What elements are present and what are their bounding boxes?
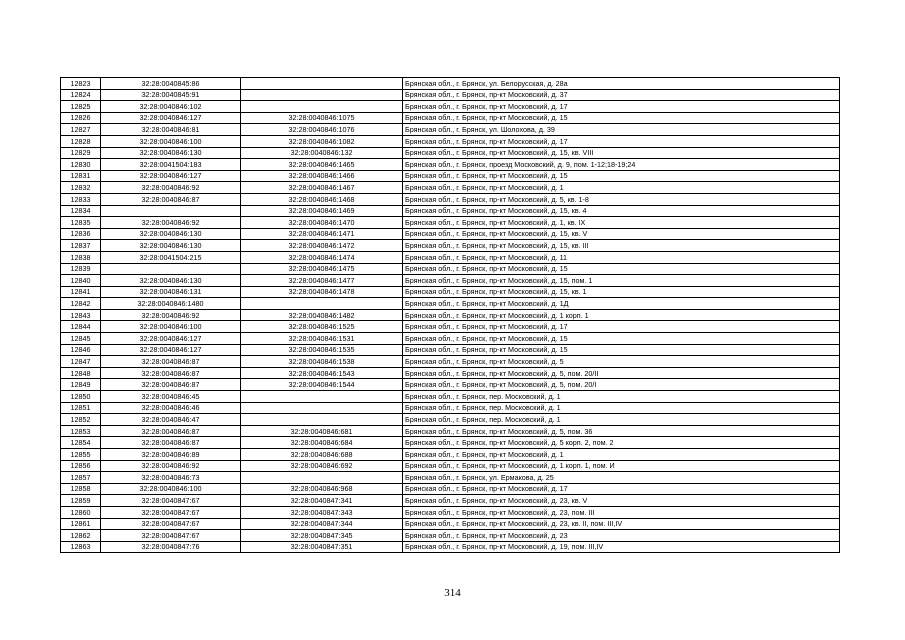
land-cadastral-number-cell: 32:28:0040846:130 xyxy=(101,228,241,240)
table-row xyxy=(61,483,840,495)
address-cell: Брянская обл., г. Брянск, пр-кт Московский, д. 15, кв. V xyxy=(403,228,840,240)
land-cadastral-number-cell: 32:28:0040847:67 xyxy=(101,530,241,542)
land-cadastral-number-cell: 32:28:0040846:131 xyxy=(101,286,241,298)
table-row xyxy=(61,228,840,240)
object-cadastral-number-cell: 32:28:0040846:1469 xyxy=(241,205,403,217)
address-cell: Брянская обл., г. Брянск, пр-кт Московский, д. 1 корп. 1, пом. И xyxy=(403,460,840,472)
table-row xyxy=(61,356,840,368)
row-number-cell: 12825 xyxy=(61,101,101,113)
address-cell: Брянская обл., г. Брянск, пр-кт Московский, д. 15, кв. 1 xyxy=(403,286,840,298)
row-number-cell: 12851 xyxy=(61,402,101,414)
row-number-cell: 12823 xyxy=(61,78,101,90)
row-number-cell: 12826 xyxy=(61,112,101,124)
land-cadastral-number-cell: 32:28:0040846:89 xyxy=(101,449,241,461)
address-cell: Брянская обл., г. Брянск, пр-кт Московский, д. 15 xyxy=(403,263,840,275)
object-cadastral-number-cell: 32:28:0040846:1076 xyxy=(241,124,403,136)
table-row xyxy=(61,518,840,530)
object-cadastral-number-cell: 32:28:0040846:1477 xyxy=(241,275,403,287)
table-row xyxy=(61,321,840,333)
row-number-cell: 12852 xyxy=(61,414,101,426)
registry-table xyxy=(60,77,840,553)
table-row xyxy=(61,275,840,287)
row-number-cell: 12861 xyxy=(61,518,101,530)
land-cadastral-number-cell: 32:28:0040845:91 xyxy=(101,89,241,101)
address-cell: Брянская обл., г. Брянск, пр-кт Московский, д. 1 xyxy=(403,182,840,194)
table-row xyxy=(61,472,840,484)
row-number-cell: 12830 xyxy=(61,159,101,171)
row-number-cell: 12842 xyxy=(61,298,101,310)
object-cadastral-number-cell: 32:28:0040846:1538 xyxy=(241,356,403,368)
table-row xyxy=(61,101,840,113)
row-number-cell: 12850 xyxy=(61,391,101,403)
object-cadastral-number-cell: 32:28:0040846:688 xyxy=(241,449,403,461)
address-cell: Брянская обл., г. Брянск, пер. Московский, д. 1 xyxy=(403,402,840,414)
address-cell: Брянская обл., г. Брянск, пр-кт Московский, д. 17 xyxy=(403,135,840,147)
table-row xyxy=(61,124,840,136)
table-row xyxy=(61,205,840,217)
table-row xyxy=(61,379,840,391)
land-cadastral-number-cell: 32:28:0040847:67 xyxy=(101,506,241,518)
object-cadastral-number-cell xyxy=(241,89,403,101)
table-row xyxy=(61,344,840,356)
address-cell: Брянская обл., г. Брянск, пер. Московский, д. 1 xyxy=(403,391,840,403)
table-row xyxy=(61,193,840,205)
row-number-cell: 12824 xyxy=(61,89,101,101)
row-number-cell: 12836 xyxy=(61,228,101,240)
row-number-cell: 12848 xyxy=(61,367,101,379)
object-cadastral-number-cell xyxy=(241,78,403,90)
row-number-cell: 12849 xyxy=(61,379,101,391)
table-row xyxy=(61,333,840,345)
address-cell: Брянская обл., г. Брянск, пр-кт Московский, д. 23, пом. III xyxy=(403,506,840,518)
land-cadastral-number-cell xyxy=(101,205,241,217)
address-cell: Брянская обл., г. Брянск, ул. Шолохова, д. 39 xyxy=(403,124,840,136)
address-cell: Брянская обл., г. Брянск, пр-кт Московский, д. 1 xyxy=(403,449,840,461)
row-number-cell: 12827 xyxy=(61,124,101,136)
object-cadastral-number-cell: 32:28:0040846:692 xyxy=(241,460,403,472)
object-cadastral-number-cell: 32:28:0040846:968 xyxy=(241,483,403,495)
object-cadastral-number-cell: 32:28:0040847:341 xyxy=(241,495,403,507)
land-cadastral-number-cell: 32:28:0040846:92 xyxy=(101,217,241,229)
land-cadastral-number-cell: 32:28:0040846:100 xyxy=(101,135,241,147)
land-cadastral-number-cell: 32:28:0040846:87 xyxy=(101,379,241,391)
object-cadastral-number-cell: 32:28:0040846:1535 xyxy=(241,344,403,356)
address-cell: Брянская обл., г. Брянск, пр-кт Московский, д. 23 xyxy=(403,530,840,542)
object-cadastral-number-cell xyxy=(241,472,403,484)
object-cadastral-number-cell: 32:28:0040846:1082 xyxy=(241,135,403,147)
address-cell: Брянская обл., г. Брянск, пр-кт Московский, д. 15 xyxy=(403,170,840,182)
row-number-cell: 12855 xyxy=(61,449,101,461)
address-cell: Брянская обл., г. Брянск, пр-кт Московский, д. 15, кв. VIII xyxy=(403,147,840,159)
object-cadastral-number-cell: 32:28:0040846:1468 xyxy=(241,193,403,205)
table-row xyxy=(61,414,840,426)
row-number-cell: 12837 xyxy=(61,240,101,252)
row-number-cell: 12863 xyxy=(61,541,101,553)
object-cadastral-number-cell: 32:28:0040846:1471 xyxy=(241,228,403,240)
land-cadastral-number-cell: 32:28:0040845:86 xyxy=(101,78,241,90)
row-number-cell: 12857 xyxy=(61,472,101,484)
table-row xyxy=(61,170,840,182)
table-row xyxy=(61,217,840,229)
row-number-cell: 12860 xyxy=(61,506,101,518)
object-cadastral-number-cell: 32:28:0040846:1475 xyxy=(241,263,403,275)
table-row xyxy=(61,495,840,507)
row-number-cell: 12839 xyxy=(61,263,101,275)
object-cadastral-number-cell: 32:28:0040846:132 xyxy=(241,147,403,159)
object-cadastral-number-cell: 32:28:0040846:1543 xyxy=(241,367,403,379)
address-cell: Брянская обл., г. Брянск, пр-кт Московский, д. 15 xyxy=(403,112,840,124)
land-cadastral-number-cell xyxy=(101,263,241,275)
object-cadastral-number-cell xyxy=(241,101,403,113)
address-cell: Брянская обл., г. Брянск, пер. Московский, д. 1 xyxy=(403,414,840,426)
land-cadastral-number-cell: 32:28:0041504:215 xyxy=(101,251,241,263)
row-number-cell: 12856 xyxy=(61,460,101,472)
registry-table-body xyxy=(61,78,840,553)
row-number-cell: 12845 xyxy=(61,333,101,345)
land-cadastral-number-cell: 32:28:0040846:130 xyxy=(101,240,241,252)
object-cadastral-number-cell xyxy=(241,414,403,426)
table-row xyxy=(61,541,840,553)
address-cell: Брянская обл., г. Брянск, пр-кт Московский, д. 5, пом. 20/II xyxy=(403,367,840,379)
row-number-cell: 12834 xyxy=(61,205,101,217)
object-cadastral-number-cell: 32:28:0040846:1470 xyxy=(241,217,403,229)
land-cadastral-number-cell: 32:28:0040846:81 xyxy=(101,124,241,136)
table-row xyxy=(61,425,840,437)
object-cadastral-number-cell: 32:28:0040847:345 xyxy=(241,530,403,542)
land-cadastral-number-cell: 32:28:0040846:46 xyxy=(101,402,241,414)
table-row xyxy=(61,147,840,159)
row-number-cell: 12829 xyxy=(61,147,101,159)
object-cadastral-number-cell xyxy=(241,298,403,310)
row-number-cell: 12841 xyxy=(61,286,101,298)
table-row xyxy=(61,89,840,101)
address-cell: Брянская обл., г. Брянск, пр-кт Московский, д. 15, кв. 4 xyxy=(403,205,840,217)
table-row xyxy=(61,78,840,90)
land-cadastral-number-cell: 32:28:0040847:67 xyxy=(101,495,241,507)
land-cadastral-number-cell: 32:28:0040846:127 xyxy=(101,333,241,345)
row-number-cell: 12833 xyxy=(61,193,101,205)
land-cadastral-number-cell: 32:28:0040846:127 xyxy=(101,170,241,182)
table-row xyxy=(61,263,840,275)
table-row xyxy=(61,182,840,194)
land-cadastral-number-cell: 32:28:0040846:87 xyxy=(101,367,241,379)
land-cadastral-number-cell: 32:28:0040846:87 xyxy=(101,425,241,437)
object-cadastral-number-cell: 32:28:0040846:1075 xyxy=(241,112,403,124)
land-cadastral-number-cell: 32:28:0040846:92 xyxy=(101,309,241,321)
object-cadastral-number-cell: 32:28:0040846:1474 xyxy=(241,251,403,263)
land-cadastral-number-cell: 32:28:0040846:130 xyxy=(101,147,241,159)
table-row xyxy=(61,298,840,310)
address-cell: Брянская обл., г. Брянск, ул. Ермакова, д. 25 xyxy=(403,472,840,484)
land-cadastral-number-cell: 32:28:0040846:100 xyxy=(101,321,241,333)
table-row xyxy=(61,286,840,298)
land-cadastral-number-cell: 32:28:0040846:130 xyxy=(101,275,241,287)
object-cadastral-number-cell xyxy=(241,391,403,403)
object-cadastral-number-cell: 32:28:0040847:343 xyxy=(241,506,403,518)
address-cell: Брянская обл., г. Брянск, пр-кт Московский, д. 5, пом. 20/I xyxy=(403,379,840,391)
address-cell: Брянская обл., г. Брянск, ул. Белорусская, д. 28а xyxy=(403,78,840,90)
object-cadastral-number-cell: 32:28:0040846:1544 xyxy=(241,379,403,391)
object-cadastral-number-cell: 32:28:0040846:1531 xyxy=(241,333,403,345)
row-number-cell: 12835 xyxy=(61,217,101,229)
land-cadastral-number-cell: 32:28:0040846:100 xyxy=(101,483,241,495)
table-row xyxy=(61,449,840,461)
address-cell: Брянская обл., г. Брянск, пр-кт Московский, д. 15 xyxy=(403,333,840,345)
object-cadastral-number-cell: 32:28:0040846:1467 xyxy=(241,182,403,194)
row-number-cell: 12838 xyxy=(61,251,101,263)
address-cell: Брянская обл., г. Брянск, пр-кт Московский, д. 1Д xyxy=(403,298,840,310)
address-cell: Брянская обл., г. Брянск, пр-кт Московский, д. 1, кв. IX xyxy=(403,217,840,229)
address-cell: Брянская обл., г. Брянск, пр-кт Московский, д. 5, пом. 36 xyxy=(403,425,840,437)
address-cell: Брянская обл., г. Брянск, пр-кт Московский, д. 5, кв. 1-8 xyxy=(403,193,840,205)
address-cell: Брянская обл., г. Брянск, пр-кт Московский, д. 15, пом. 1 xyxy=(403,275,840,287)
page-number: 314 xyxy=(444,587,461,599)
object-cadastral-number-cell: 32:28:0040846:681 xyxy=(241,425,403,437)
row-number-cell: 12853 xyxy=(61,425,101,437)
row-number-cell: 12832 xyxy=(61,182,101,194)
table-row xyxy=(61,506,840,518)
land-cadastral-number-cell: 32:28:0040846:92 xyxy=(101,460,241,472)
row-number-cell: 12859 xyxy=(61,495,101,507)
land-cadastral-number-cell: 32:28:0040846:47 xyxy=(101,414,241,426)
object-cadastral-number-cell: 32:28:0040846:1478 xyxy=(241,286,403,298)
object-cadastral-number-cell: 32:28:0040847:344 xyxy=(241,518,403,530)
table-row xyxy=(61,251,840,263)
land-cadastral-number-cell: 32:28:0040846:102 xyxy=(101,101,241,113)
address-cell: Брянская обл., г. Брянск, пр-кт Московский, д. 23, кв. V xyxy=(403,495,840,507)
address-cell: Брянская обл., г. Брянск, проезд Московский, д. 9, пом. 1-12;18-19;24 xyxy=(403,159,840,171)
table-row xyxy=(61,391,840,403)
land-cadastral-number-cell: 32:28:0040846:87 xyxy=(101,437,241,449)
address-cell: Брянская обл., г. Брянск, пр-кт Московский, д. 17 xyxy=(403,483,840,495)
address-cell: Брянская обл., г. Брянск, пр-кт Московский, д. 15, кв. III xyxy=(403,240,840,252)
table-row xyxy=(61,112,840,124)
table-row xyxy=(61,460,840,472)
address-cell: Брянская обл., г. Брянск, пр-кт Московский, д. 19, пом. III,IV xyxy=(403,541,840,553)
land-cadastral-number-cell: 32:28:0040846:87 xyxy=(101,193,241,205)
table-row xyxy=(61,159,840,171)
row-number-cell: 12844 xyxy=(61,321,101,333)
address-cell: Брянская обл., г. Брянск, пр-кт Московский, д. 1 корп. 1 xyxy=(403,309,840,321)
land-cadastral-number-cell: 32:28:0041504:183 xyxy=(101,159,241,171)
address-cell: Брянская обл., г. Брянск, пр-кт Московский, д. 15 xyxy=(403,344,840,356)
table-row xyxy=(61,437,840,449)
table-row xyxy=(61,402,840,414)
table-row xyxy=(61,309,840,321)
row-number-cell: 12843 xyxy=(61,309,101,321)
land-cadastral-number-cell: 32:28:0040846:1480 xyxy=(101,298,241,310)
row-number-cell: 12862 xyxy=(61,530,101,542)
row-number-cell: 12847 xyxy=(61,356,101,368)
land-cadastral-number-cell: 32:28:0040846:127 xyxy=(101,344,241,356)
land-cadastral-number-cell: 32:28:0040846:127 xyxy=(101,112,241,124)
table-row xyxy=(61,367,840,379)
object-cadastral-number-cell: 32:28:0040846:684 xyxy=(241,437,403,449)
land-cadastral-number-cell: 32:28:0040846:87 xyxy=(101,356,241,368)
table-row xyxy=(61,530,840,542)
table-row xyxy=(61,135,840,147)
object-cadastral-number-cell: 32:28:0040846:1472 xyxy=(241,240,403,252)
land-cadastral-number-cell: 32:28:0040847:67 xyxy=(101,518,241,530)
address-cell: Брянская обл., г. Брянск, пр-кт Московский, д. 17 xyxy=(403,101,840,113)
row-number-cell: 12840 xyxy=(61,275,101,287)
row-number-cell: 12831 xyxy=(61,170,101,182)
row-number-cell: 12846 xyxy=(61,344,101,356)
row-number-cell: 12828 xyxy=(61,135,101,147)
row-number-cell: 12858 xyxy=(61,483,101,495)
object-cadastral-number-cell: 32:28:0040846:1482 xyxy=(241,309,403,321)
address-cell: Брянская обл., г. Брянск, пр-кт Московский, д. 5 xyxy=(403,356,840,368)
address-cell: Брянская обл., г. Брянск, пр-кт Московский, д. 23, кв. II, пом. III,IV xyxy=(403,518,840,530)
land-cadastral-number-cell: 32:28:0040847:76 xyxy=(101,541,241,553)
land-cadastral-number-cell: 32:28:0040846:92 xyxy=(101,182,241,194)
address-cell: Брянская обл., г. Брянск, пр-кт Московский, д. 37 xyxy=(403,89,840,101)
object-cadastral-number-cell: 32:28:0040846:1466 xyxy=(241,170,403,182)
address-cell: Брянская обл., г. Брянск, пр-кт Московский, д. 11 xyxy=(403,251,840,263)
object-cadastral-number-cell: 32:28:0040846:1465 xyxy=(241,159,403,171)
address-cell: Брянская обл., г. Брянск, пр-кт Московский, д. 17 xyxy=(403,321,840,333)
land-cadastral-number-cell: 32:28:0040846:73 xyxy=(101,472,241,484)
object-cadastral-number-cell xyxy=(241,402,403,414)
object-cadastral-number-cell: 32:28:0040847:351 xyxy=(241,541,403,553)
table-row xyxy=(61,240,840,252)
object-cadastral-number-cell: 32:28:0040846:1525 xyxy=(241,321,403,333)
address-cell: Брянская обл., г. Брянск, пр-кт Московский, д. 5 корп. 2, пом. 2 xyxy=(403,437,840,449)
row-number-cell: 12854 xyxy=(61,437,101,449)
land-cadastral-number-cell: 32:28:0040846:45 xyxy=(101,391,241,403)
